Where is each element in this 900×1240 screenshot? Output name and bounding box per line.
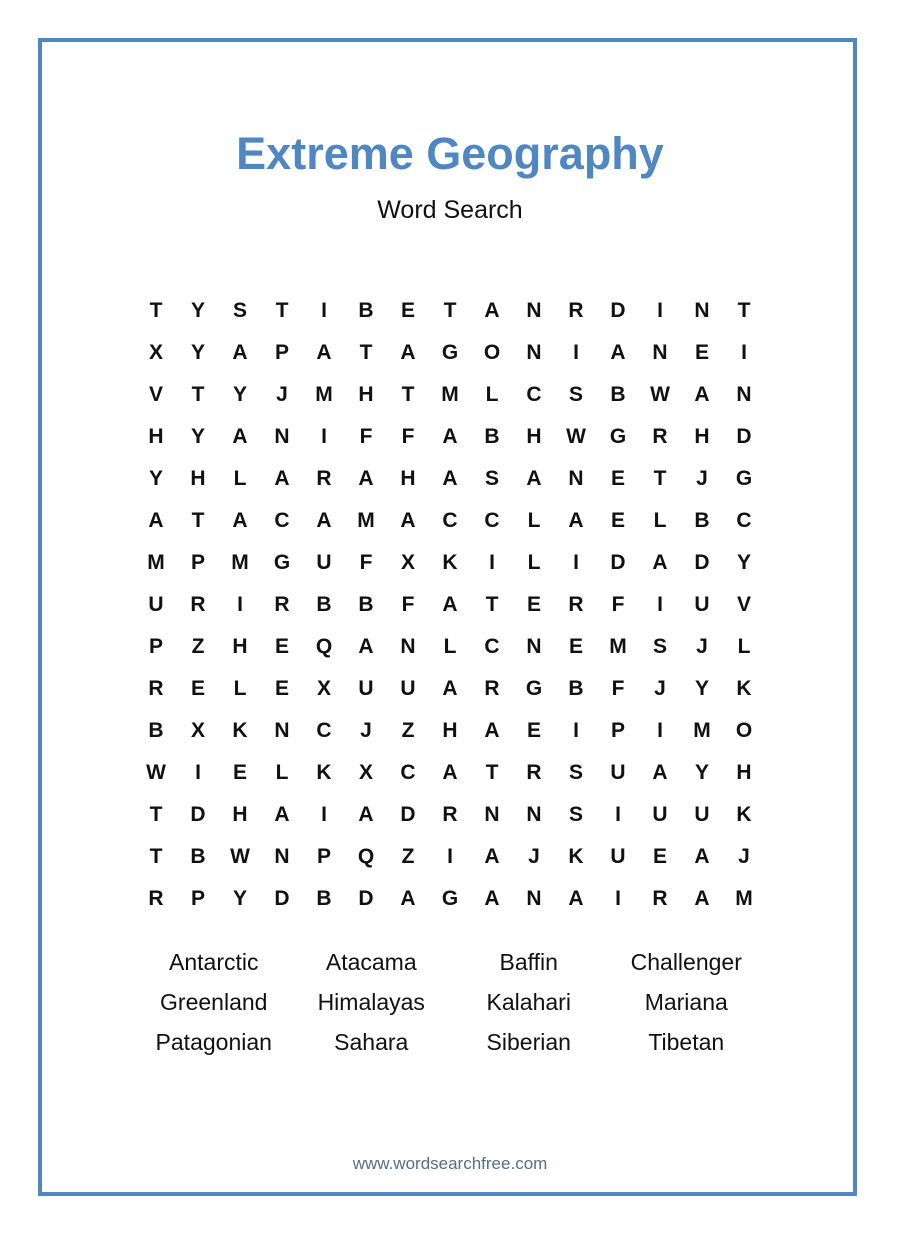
grid-cell[interactable]: F xyxy=(359,425,373,448)
grid-cell[interactable]: E xyxy=(526,593,541,616)
grid-cell[interactable]: Y xyxy=(694,677,709,700)
grid-cell[interactable]: E xyxy=(400,299,415,322)
grid-cell[interactable]: R xyxy=(652,887,668,910)
grid-cell[interactable]: L xyxy=(233,677,247,700)
grid-cell[interactable]: Y xyxy=(190,299,205,322)
grid-cell[interactable]: B xyxy=(358,593,374,616)
grid-cell[interactable]: W xyxy=(230,845,250,868)
grid-cell[interactable]: P xyxy=(190,887,205,910)
grid-cell[interactable]: A xyxy=(442,425,458,448)
grid-cell[interactable]: N xyxy=(484,803,500,826)
grid-cell[interactable]: C xyxy=(484,635,500,658)
grid-cell[interactable]: I xyxy=(195,761,201,784)
grid-cell[interactable]: W xyxy=(146,761,166,784)
grid-cell[interactable]: J xyxy=(276,383,288,406)
grid-cell[interactable]: A xyxy=(148,509,164,532)
grid-cell[interactable]: T xyxy=(737,299,751,322)
grid-cell[interactable]: W xyxy=(650,383,670,406)
grid-cell[interactable]: A xyxy=(232,509,248,532)
grid-cell[interactable]: U xyxy=(610,761,626,784)
grid-cell[interactable]: T xyxy=(359,341,373,364)
grid-cell[interactable]: K xyxy=(736,677,752,700)
grid-cell[interactable]: A xyxy=(400,509,416,532)
grid-cell[interactable]: R xyxy=(652,425,668,448)
grid-cell[interactable]: B xyxy=(484,425,500,448)
grid-row xyxy=(135,878,765,920)
grid-cell[interactable]: B xyxy=(148,719,164,742)
word-list-item: Kalahari xyxy=(486,989,571,1015)
grid-cell[interactable]: A xyxy=(568,887,584,910)
grid-cell[interactable]: L xyxy=(485,383,499,406)
word-list-item: Himalayas xyxy=(317,989,425,1015)
grid-cell[interactable]: E xyxy=(694,341,709,364)
grid-cell[interactable]: D xyxy=(274,887,290,910)
grid-cell[interactable]: J xyxy=(528,845,540,868)
grid-cell[interactable]: B xyxy=(358,299,374,322)
grid-cell[interactable]: N xyxy=(526,803,542,826)
grid-cell[interactable]: B xyxy=(316,887,332,910)
grid-cell[interactable]: B xyxy=(694,509,710,532)
grid-cell[interactable]: I xyxy=(237,593,243,616)
grid-cell[interactable]: A xyxy=(442,761,458,784)
grid-cell[interactable]: S xyxy=(568,761,583,784)
grid-cell[interactable]: K xyxy=(232,719,248,742)
grid-cell[interactable]: H xyxy=(442,719,458,742)
grid-cell[interactable]: N xyxy=(274,845,290,868)
grid-cell[interactable]: D xyxy=(694,551,710,574)
grid-cell[interactable]: L xyxy=(233,467,247,490)
grid-cell[interactable]: N xyxy=(526,299,542,322)
grid-cell[interactable]: A xyxy=(484,299,500,322)
grid-cell[interactable]: P xyxy=(190,551,205,574)
grid-cell[interactable]: A xyxy=(694,383,710,406)
grid-cell[interactable]: K xyxy=(568,845,584,868)
grid-cell[interactable]: M xyxy=(315,383,333,406)
grid-cell[interactable]: S xyxy=(484,467,499,490)
grid-cell[interactable]: H xyxy=(232,803,248,826)
grid-cell[interactable]: A xyxy=(526,467,542,490)
grid-cell[interactable]: R xyxy=(316,467,332,490)
grid-cell[interactable]: A xyxy=(442,467,458,490)
grid-cell[interactable]: N xyxy=(526,341,542,364)
grid-cell[interactable]: S xyxy=(568,803,583,826)
grid-cell[interactable]: T xyxy=(149,803,163,826)
grid-cell[interactable]: Y xyxy=(190,425,205,448)
grid-cell[interactable]: I xyxy=(657,719,663,742)
grid-cell[interactable]: D xyxy=(190,803,206,826)
word-list-item: Challenger xyxy=(630,949,742,975)
grid-cell[interactable]: N xyxy=(652,341,668,364)
grid-cell[interactable]: N xyxy=(694,299,710,322)
grid-cell[interactable]: U xyxy=(610,845,626,868)
grid-cell[interactable]: N xyxy=(274,425,290,448)
grid-cell[interactable]: L xyxy=(653,509,667,532)
grid-cell[interactable]: G xyxy=(609,425,627,448)
grid-cell[interactable]: R xyxy=(568,593,584,616)
grid-cell[interactable]: A xyxy=(442,677,458,700)
grid-cell[interactable]: I xyxy=(321,803,327,826)
grid-cell[interactable]: U xyxy=(148,593,164,616)
grid-cell[interactable]: A xyxy=(652,551,668,574)
grid-cell[interactable]: C xyxy=(442,509,458,532)
grid-cell[interactable]: G xyxy=(735,467,753,490)
grid-cell[interactable]: B xyxy=(190,845,206,868)
word-list-item: Tibetan xyxy=(648,1029,725,1055)
grid-cell[interactable]: I xyxy=(489,551,495,574)
grid-cell[interactable]: T xyxy=(149,845,163,868)
letter-grid xyxy=(135,290,765,920)
grid-row xyxy=(135,458,765,500)
grid-row xyxy=(135,752,765,794)
grid-cell[interactable]: I xyxy=(657,299,663,322)
grid-cell[interactable]: I xyxy=(741,341,747,364)
grid-cell[interactable]: J xyxy=(696,635,708,658)
word-list-item: Antarctic xyxy=(169,949,259,975)
grid-cell[interactable]: G xyxy=(441,341,459,364)
grid-cell[interactable]: S xyxy=(232,299,247,322)
grid-cell[interactable]: Q xyxy=(315,635,333,658)
grid-cell[interactable]: A xyxy=(400,887,416,910)
grid-cell[interactable]: M xyxy=(147,551,165,574)
grid-cell[interactable]: R xyxy=(148,887,164,910)
grid-cell[interactable]: A xyxy=(694,845,710,868)
grid-cell[interactable]: P xyxy=(316,845,331,868)
grid-cell[interactable]: L xyxy=(443,635,457,658)
grid-cell[interactable]: E xyxy=(526,719,541,742)
word-list xyxy=(135,942,765,1062)
grid-cell[interactable]: M xyxy=(231,551,249,574)
grid-cell[interactable]: K xyxy=(442,551,458,574)
grid-cell[interactable]: E xyxy=(274,635,289,658)
grid-row xyxy=(135,668,765,710)
grid-cell[interactable]: H xyxy=(190,467,206,490)
grid-cell[interactable]: A xyxy=(484,719,500,742)
grid-cell[interactable]: J xyxy=(360,719,372,742)
grid-cell[interactable]: F xyxy=(611,677,625,700)
grid-cell[interactable]: E xyxy=(568,635,583,658)
grid-cell[interactable]: F xyxy=(359,551,373,574)
grid-cell[interactable]: S xyxy=(652,635,667,658)
grid-row xyxy=(135,332,765,374)
grid-cell[interactable]: N xyxy=(274,719,290,742)
grid-cell[interactable]: A xyxy=(568,509,584,532)
grid-cell[interactable]: J xyxy=(696,467,708,490)
grid-cell[interactable]: R xyxy=(442,803,458,826)
grid-row xyxy=(135,794,765,836)
grid-cell[interactable]: H xyxy=(526,425,542,448)
grid-cell[interactable]: Y xyxy=(190,341,205,364)
grid-cell[interactable]: G xyxy=(273,551,291,574)
grid-cell[interactable]: G xyxy=(525,677,543,700)
grid-cell[interactable]: Y xyxy=(232,383,247,406)
grid-cell[interactable]: I xyxy=(321,299,327,322)
grid-cell[interactable]: A xyxy=(232,341,248,364)
grid-cell[interactable]: X xyxy=(190,719,205,742)
grid-cell[interactable]: U xyxy=(316,551,332,574)
grid-cell[interactable]: B xyxy=(568,677,584,700)
grid-cell[interactable]: D xyxy=(610,299,626,322)
grid-cell[interactable]: Y xyxy=(232,887,247,910)
grid-cell[interactable]: V xyxy=(148,383,163,406)
grid-cell[interactable]: H xyxy=(232,635,248,658)
grid-row xyxy=(135,500,765,542)
grid-cell[interactable]: A xyxy=(484,845,500,868)
grid-cell[interactable]: L xyxy=(527,551,541,574)
grid-row xyxy=(135,710,765,752)
grid-cell[interactable]: X xyxy=(316,677,331,700)
grid-cell[interactable]: I xyxy=(321,425,327,448)
grid-cell[interactable]: Q xyxy=(357,845,375,868)
grid-cell[interactable]: T xyxy=(485,761,499,784)
grid-cell[interactable]: A xyxy=(442,593,458,616)
grid-cell[interactable]: P xyxy=(274,341,289,364)
grid-cell[interactable]: U xyxy=(694,593,710,616)
grid-cell[interactable]: A xyxy=(316,341,332,364)
grid-cell[interactable]: D xyxy=(610,551,626,574)
grid-cell[interactable]: T xyxy=(485,593,499,616)
grid-cell[interactable]: X xyxy=(358,761,373,784)
grid-cell[interactable]: S xyxy=(568,383,583,406)
grid-cell[interactable]: H xyxy=(694,425,710,448)
grid-cell[interactable]: A xyxy=(484,887,500,910)
grid-cell[interactable]: C xyxy=(316,719,332,742)
grid-row xyxy=(135,374,765,416)
grid-cell[interactable]: M xyxy=(441,383,459,406)
grid-cell[interactable]: F xyxy=(401,593,415,616)
grid-cell[interactable]: A xyxy=(316,509,332,532)
grid-cell[interactable]: I xyxy=(573,551,579,574)
grid-cell[interactable]: I xyxy=(573,719,579,742)
word-list-item: Patagonian xyxy=(155,1029,272,1055)
grid-cell[interactable]: L xyxy=(737,635,751,658)
grid-cell[interactable]: K xyxy=(316,761,332,784)
grid-cell[interactable]: O xyxy=(735,719,753,742)
grid-cell[interactable]: R xyxy=(190,593,206,616)
grid-row xyxy=(135,416,765,458)
grid-cell[interactable]: C xyxy=(274,509,290,532)
grid-cell[interactable]: N xyxy=(526,635,542,658)
grid-cell[interactable]: A xyxy=(400,341,416,364)
grid-cell[interactable]: M xyxy=(609,635,627,658)
grid-cell[interactable]: R xyxy=(274,593,290,616)
grid-cell[interactable]: M xyxy=(693,719,711,742)
word-list-item: Mariana xyxy=(644,989,728,1015)
grid-cell[interactable]: N xyxy=(526,887,542,910)
grid-cell[interactable]: T xyxy=(443,299,457,322)
grid-cell[interactable]: U xyxy=(400,677,416,700)
grid-cell[interactable]: E xyxy=(232,761,247,784)
grid-cell[interactable]: A xyxy=(232,425,248,448)
grid-cell[interactable]: X xyxy=(400,551,415,574)
word-list-item: Sahara xyxy=(334,1029,409,1055)
grid-cell[interactable]: I xyxy=(657,593,663,616)
grid-cell[interactable]: N xyxy=(568,467,584,490)
grid-cell[interactable]: A xyxy=(358,803,374,826)
grid-cell[interactable]: Z xyxy=(401,719,415,742)
grid-cell[interactable]: D xyxy=(736,425,752,448)
grid-cell[interactable]: K xyxy=(736,803,752,826)
grid-cell[interactable]: E xyxy=(652,845,667,868)
grid-cell[interactable]: A xyxy=(358,635,374,658)
grid-cell[interactable]: H xyxy=(148,425,164,448)
grid-cell[interactable]: J xyxy=(738,845,750,868)
grid-cell[interactable]: W xyxy=(566,425,586,448)
grid-cell[interactable]: A xyxy=(652,761,668,784)
grid-row xyxy=(135,626,765,668)
grid-cell[interactable]: Z xyxy=(191,635,205,658)
grid-row xyxy=(135,290,765,332)
grid-cell[interactable]: B xyxy=(610,383,626,406)
grid-cell[interactable]: A xyxy=(274,803,290,826)
grid-cell[interactable]: Y xyxy=(736,551,751,574)
grid-cell[interactable]: R xyxy=(526,761,542,784)
grid-cell[interactable]: E xyxy=(274,677,289,700)
grid-cell[interactable]: H xyxy=(736,761,752,784)
grid-cell[interactable]: N xyxy=(400,635,416,658)
grid-cell[interactable]: C xyxy=(484,509,500,532)
word-list-item: Siberian xyxy=(486,1029,571,1055)
grid-cell[interactable]: L xyxy=(275,761,289,784)
word-list-item: Baffin xyxy=(499,949,558,975)
grid-cell[interactable]: R xyxy=(484,677,500,700)
footer-website: www.wordsearchfree.com xyxy=(352,1154,548,1173)
grid-cell[interactable]: T xyxy=(275,299,289,322)
grid-cell[interactable]: F xyxy=(401,425,415,448)
grid-cell[interactable]: P xyxy=(610,719,625,742)
grid-cell[interactable]: L xyxy=(527,509,541,532)
grid-cell[interactable]: V xyxy=(736,593,751,616)
grid-cell[interactable]: T xyxy=(653,467,667,490)
grid-cell[interactable]: D xyxy=(358,887,374,910)
grid-cell[interactable]: Y xyxy=(148,467,163,490)
grid-cell[interactable]: A xyxy=(274,467,290,490)
grid-cell[interactable]: E xyxy=(190,677,205,700)
grid-cell[interactable]: I xyxy=(615,803,621,826)
grid-cell[interactable]: T xyxy=(401,383,415,406)
grid-cell[interactable]: P xyxy=(148,635,163,658)
grid-row xyxy=(135,542,765,584)
grid-cell[interactable]: I xyxy=(615,887,621,910)
grid-row xyxy=(135,584,765,626)
grid-cell[interactable]: E xyxy=(610,467,625,490)
grid-cell[interactable]: B xyxy=(316,593,332,616)
word-list-item: Atacama xyxy=(325,949,417,975)
grid-cell[interactable]: U xyxy=(358,677,374,700)
grid-cell[interactable]: T xyxy=(149,299,163,322)
grid-cell[interactable]: H xyxy=(358,383,374,406)
word-list-item: Greenland xyxy=(160,989,268,1015)
grid-cell[interactable]: Z xyxy=(401,845,415,868)
grid-cell[interactable]: A xyxy=(358,467,374,490)
grid-cell[interactable]: U xyxy=(652,803,668,826)
grid-cell[interactable]: J xyxy=(654,677,666,700)
grid-cell[interactable]: X xyxy=(148,341,163,364)
grid-cell[interactable]: I xyxy=(573,341,579,364)
grid-cell[interactable]: C xyxy=(736,509,752,532)
grid-cell[interactable]: H xyxy=(400,467,416,490)
grid-cell[interactable]: T xyxy=(191,383,205,406)
grid-cell[interactable]: C xyxy=(400,761,416,784)
page-subtitle: Word Search xyxy=(377,196,523,224)
grid-cell[interactable]: E xyxy=(610,509,625,532)
grid-cell[interactable]: A xyxy=(610,341,626,364)
grid-cell[interactable]: C xyxy=(526,383,542,406)
grid-cell[interactable]: M xyxy=(357,509,375,532)
grid-cell[interactable]: R xyxy=(148,677,164,700)
grid-cell[interactable]: F xyxy=(611,593,625,616)
grid-row xyxy=(135,836,765,878)
grid-cell[interactable]: O xyxy=(483,341,501,364)
grid-cell[interactable]: R xyxy=(568,299,584,322)
grid-cell[interactable]: U xyxy=(694,803,710,826)
grid-cell[interactable]: G xyxy=(441,887,459,910)
grid-cell[interactable]: Y xyxy=(694,761,709,784)
grid-cell[interactable]: N xyxy=(736,383,752,406)
page-title: Extreme Geography xyxy=(236,128,664,179)
grid-cell[interactable]: A xyxy=(694,887,710,910)
grid-cell[interactable]: M xyxy=(735,887,753,910)
grid-cell[interactable]: T xyxy=(191,509,205,532)
grid-cell[interactable]: I xyxy=(447,845,453,868)
grid-cell[interactable]: D xyxy=(400,803,416,826)
